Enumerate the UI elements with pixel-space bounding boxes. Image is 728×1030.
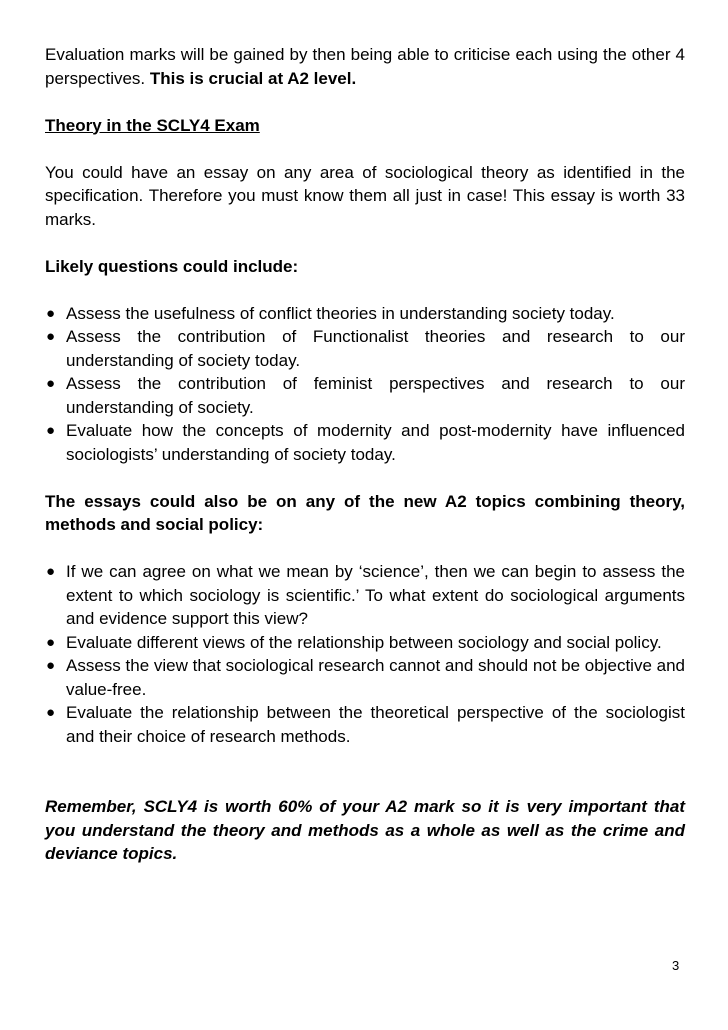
evaluation-paragraph (45, 43, 685, 90)
section-heading: Theory in the SCLY4 Exam (45, 115, 260, 135)
list-item: ● Assess the usefulness of conflict theories in understanding society today. (45, 302, 685, 326)
a2-topics-list (45, 560, 685, 748)
remember-paragraph: Remember, SCLY4 is worth 60% of your A2 mark so it is very important that you understand the theory and methods as a whole as well as the crime and deviance topics. (45, 797, 685, 863)
a2-topics-heading: The essays could also be on any of the new A2 topics combining theory, methods and social policy: (45, 491, 685, 534)
list-item: ● Assess the contribution of Functionalist theories and research to our understanding of society today. (46, 327, 685, 370)
bullet-icon: ● (46, 375, 56, 392)
list-item: ● Assess the contribution of feminist perspectives and research to our understanding of society. (46, 374, 685, 417)
bullet-icon: ● (46, 633, 56, 651)
bullet-icon: ● (46, 657, 56, 674)
list-item: ● Assess the view that sociological research cannot and should not be objective and value-free. (46, 656, 685, 699)
list-item: ● Evaluate how the concepts of modernity and post-modernity have influenced sociologists’ understanding of society today. (46, 421, 685, 464)
likely-questions-list (45, 302, 685, 467)
bullet-icon: ● (46, 704, 56, 721)
essay-intro-paragraph: You could have an essay on any area of sociological theory as identified in the specification. Therefore you must know them all just in case! This essay is worth 33 marks. (45, 162, 685, 229)
document-page (45, 43, 685, 889)
bullet-icon: ● (46, 563, 56, 580)
evaluation-text: Evaluation marks will be gained by then being able to criticise each using the other 4 perspectives. (45, 45, 685, 88)
spacer (45, 772, 685, 796)
evaluation-emphasis: This is crucial at A2 level. (149, 68, 357, 88)
bullet-icon: ● (46, 328, 56, 345)
list-item: ● Evaluate the relationship between the theoretical perspective of the sociologist and their choice of research methods. (46, 703, 685, 746)
bullet-icon: ● (46, 422, 56, 439)
page-number: 3 (672, 958, 680, 973)
list-item: ● Evaluate different views of the relationship between sociology and social policy. (45, 631, 685, 655)
likely-questions-heading: Likely questions could include: (45, 256, 299, 276)
list-item: ● If we can agree on what we mean by ‘science’, then we can begin to assess the extent to which sociology is scientific.’ To what extent do sociological arguments and evidence support this view? (46, 562, 685, 628)
bullet-icon: ● (46, 304, 56, 322)
